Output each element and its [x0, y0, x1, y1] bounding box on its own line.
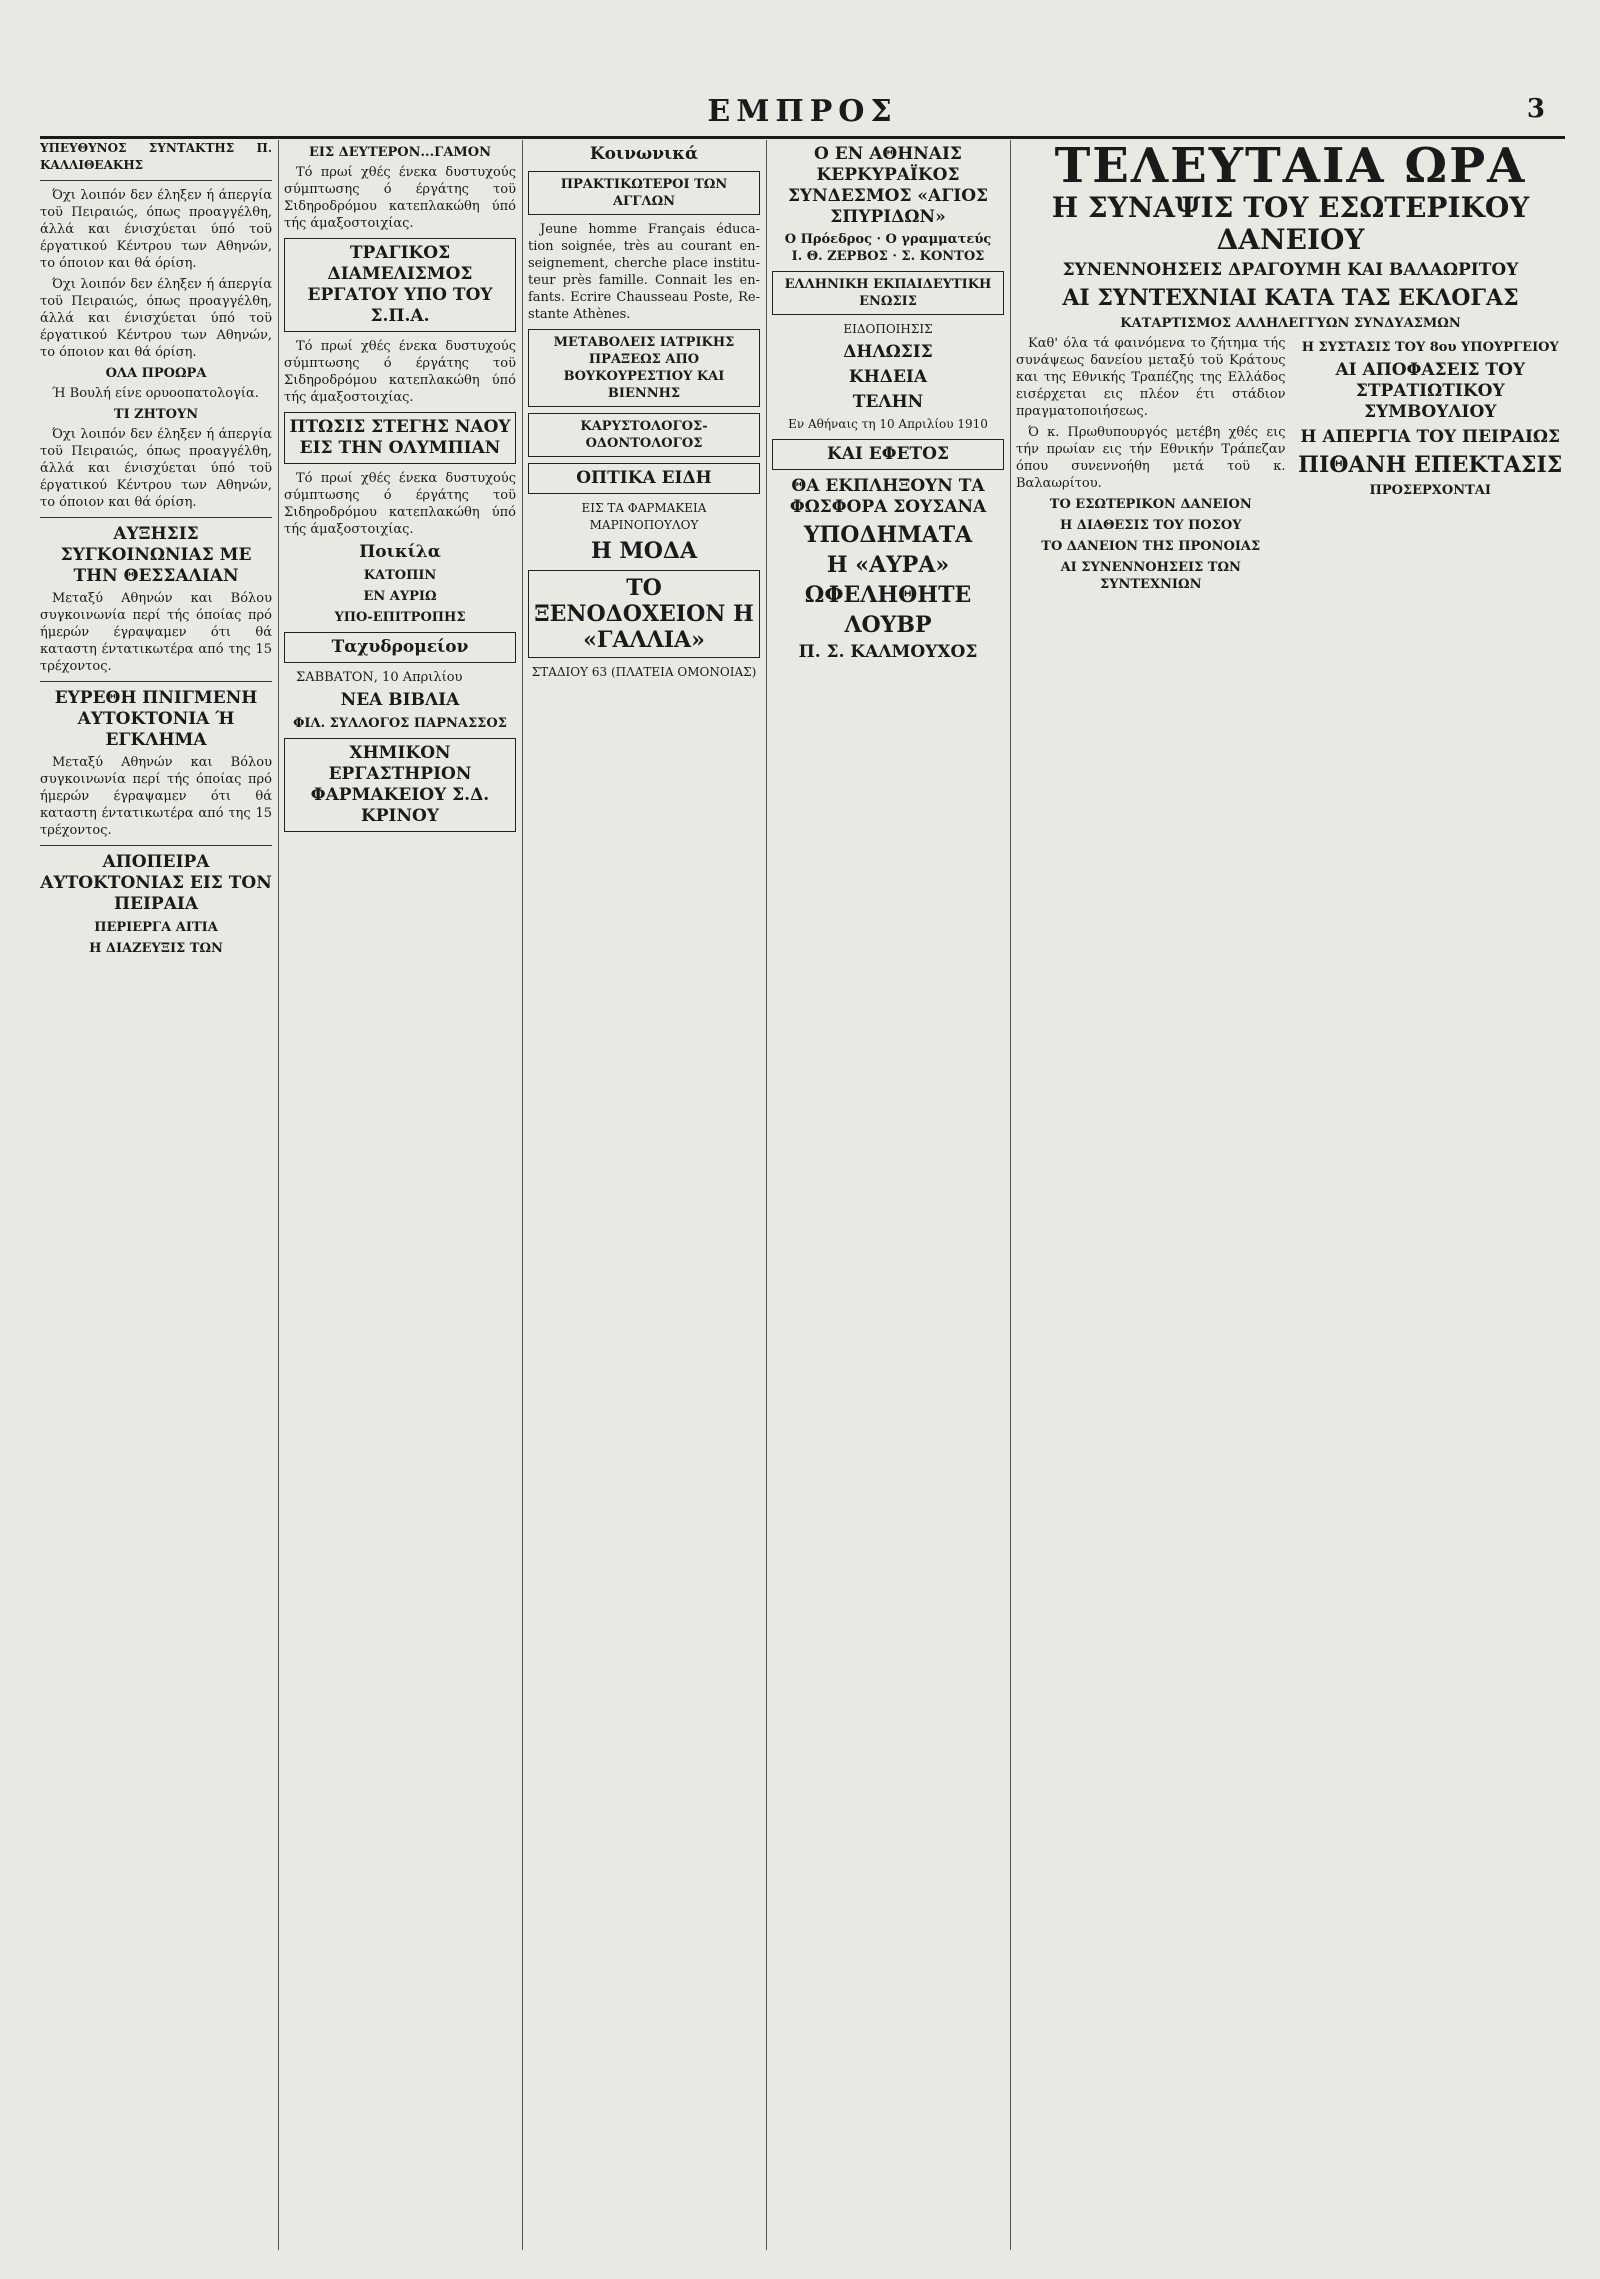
- article-headline: ΑΠΟΠΕΙΡΑ ΑΥΤΟΚΤΟΝΙΑΣ ΕΙΣ ΤΟΝ ΠΕΙΡΑΙΑ: [40, 852, 272, 914]
- section-heading: ΕΛΛΗΝΙΚΗ ΕΚΠΑΙΔΕΥΤΙΚΗ ΕΝΩΣΙΣ: [772, 271, 1004, 315]
- section-heading: Κοινωνικά: [589, 144, 699, 164]
- advertisement-heading: ΟΠΤΙΚΑ ΕΙΔΗ: [528, 463, 760, 494]
- section-heading: ΑΙ ΣΥΝΕΝΝΟΗΣΕΙΣ ΤΩΝ ΣΥΝΤΕΧΝΙΩΝ: [1060, 560, 1241, 592]
- section-heading: Η ΔΙΑΖΕΥΞΙΣ ΤΩΝ: [89, 941, 223, 956]
- advertisement-heading: ΚΑΙ ΕΦΕΤΟΣ: [772, 439, 1004, 470]
- lead-story-body: [1016, 335, 1565, 596]
- article-headline: ΠΙΘΑΝΗ ΕΠΕΚΤΑΣΙΣ: [1298, 452, 1563, 478]
- column-separator: [278, 140, 279, 2250]
- article-paragraph: Όχι λοιπόν δεν έληξεν ή άπεργία τοϋ Πειραιώς, όπως προαγγέλθη, άλλά και ένισχύεται ύπό τοϋ έργατικού Κέντρου των Αθηνών, το όποιον και θά όρίση.: [40, 277, 272, 360]
- article-paragraph: Μεταξύ Αθηνών και Βόλου συγκοινωνία περί τής όποίας πρό ήμερών έγραψαμεν ότι θά καταστη έντατικωτέρα από της 15 τρέχοντος.: [40, 755, 272, 838]
- newspaper-title: ΕΜΠΡΟΣ: [707, 94, 898, 129]
- advertisement-heading: ΤΟ ΞΕΝΟΔΟΧΕΙΟΝ Η «ΓΑΛΛΙΑ»: [528, 570, 760, 658]
- advertisement-heading: ΛΟΥΒΡ: [844, 612, 932, 638]
- advertisement-heading: Π. Σ. ΚΑΛΜΟΥΧΟΣ: [798, 642, 978, 662]
- section-heading: ΔΗΛΩΣΙΣ: [843, 342, 933, 362]
- lead-subheading: ΣΥΝΕΝΝΟΗΣΕΙΣ ΔΡΑΓΟΥΜΗ ΚΑΙ ΒΑΛΑΩΡΙΤΟΥ: [1062, 260, 1519, 280]
- section-heading: ΠΕΡΙΕΡΓΑ ΑΙΤΙΑ: [94, 920, 218, 935]
- divider: [40, 180, 272, 181]
- article-headline: ΠΤΩΣΙΣ ΣΤΕΓΗΣ ΝΑΟΥ ΕΙΣ ΤΗΝ ΟΛΥΜΠΙΑΝ: [284, 412, 516, 464]
- article-paragraph: Τό πρωί χθές ένεκα δυστυχούς σύμπτωσης ό έργάτης τοϋ Σιδηροδρόμου κατεπλακώθη ύπό τής άμαξοστοιχίας.: [284, 339, 516, 405]
- section-heading: ΚΗΔΕΙΑ: [848, 367, 928, 387]
- advertisement-heading: ΥΠΟΔΗΜΑΤΑ: [803, 522, 973, 548]
- editor-byline: ΥΠΕΥΘΥΝΟΣ ΣΥΝΤΑΚΤΗΣ Π. ΚΑΛΛΙΘΕΑΚΗΣ: [40, 141, 272, 172]
- article-paragraph: Καθ' όλα τά φαινόμενα το ζήτημα τής συνάψεως δανείου μεταξύ τοϋ Κράτους και της Εθνικής Τραπέζης της Ελλάδος εισέρχεται εις πλέον έτι στάδιον πραγματοποιήσεως.: [1016, 336, 1286, 419]
- advertisement-heading: ΧΗΜΙΚΟΝ ΕΡΓΑΣΤΗΡΙΟΝ ΦΑΡΜΑΚΕΙΟΥ Σ.Δ. ΚΡΙΝΟΥ: [284, 738, 516, 832]
- section-heading: ΚΑΤΟΠΙΝ: [363, 568, 437, 583]
- divider: [40, 845, 272, 846]
- advertisement-heading: ΘΑ ΕΚΠΛΗΞΟΥΝ ΤΑ ΦΩΣΦΟΡΑ ΣΟΥΣΑΝΑ: [789, 476, 987, 517]
- column-1: [40, 140, 272, 2250]
- article-headline: ΑΙ ΑΠΟΦΑΣΕΙΣ ΤΟΥ ΣΤΡΑΤΙΩΤΙΚΟΥ ΣΥΜΒΟΥΛΙΟΥ: [1335, 360, 1526, 422]
- column-5-lead-story: [1016, 140, 1565, 2250]
- article-paragraph: Ή Βουλή είνε ορυοοπατολογία.: [52, 386, 259, 401]
- section-heading: ΟΛΑ ΠΡΟΩΡΑ: [105, 366, 207, 381]
- section-heading: ΥΠΟ-ΕΠΙΤΡΟΠΗΣ: [334, 610, 466, 625]
- section-heading: ΕΙΣ ΔΕΥΤΕΡΟΝ...ΓΑΜΟΝ: [308, 145, 492, 160]
- signature-titles: Ο Πρόεδρος · Ο γραμματεύς: [784, 232, 992, 247]
- article-headline: ΕΥΡΕΘΗ ΠΝΙΓΜΕΝΗ ΑΥΤΟΚΤΟΝΙΑ Ή ΕΓΚΛΗΜΑ: [54, 688, 258, 750]
- signature-names: Ι. Θ. ΖΕΡΒΟΣ · Σ. ΚΟΝΤΟΣ: [791, 249, 985, 264]
- column-separator: [522, 140, 523, 2250]
- column-separator: [766, 140, 767, 2250]
- column-2: [284, 140, 516, 2250]
- section-heading: ΤΟ ΕΣΩΤΕΡΙΚΟΝ ΔΑΝΕΙΟΝ: [1049, 497, 1252, 512]
- article-paragraph: Τό πρωί χθές ένεκα δυστυχούς σύμπτωσης ό έργάτης τοϋ Σιδηροδρόμου κατεπλακώθη ύπό τής άμαξοστοιχίας.: [284, 165, 516, 231]
- notice-date: Εν Αθήναις τη 10 Απριλίου 1910: [788, 417, 988, 431]
- article-paragraph: Όχι λοιπόν δεν έληξεν ή άπεργία τοϋ Πειραιώς, όπως προαγγέλθη, άλλά και ένισχύεται ύπό τοϋ έργατικού Κέντρου των Αθηνών, το όποιον και θά όρίση.: [40, 427, 272, 510]
- section-subheading: ΕΙΔΟΠΟΙΗΣΙΣ: [843, 322, 933, 336]
- section-heading: Ποικίλα: [359, 542, 441, 562]
- advertisement-heading: Η «ΑΥΡΑ»: [826, 552, 950, 578]
- column-3: [528, 140, 760, 2250]
- section-heading: ΤΙ ΖΗΤΟΥΝ: [113, 407, 199, 422]
- section-heading: Ταχυδρομείον: [284, 632, 516, 663]
- lead-subheading: ΚΑΤΑΡΤΙΣΜΟΣ ΑΛΛΗΛΕΓΓΥΩΝ ΣΥΝΔΥΑΣΜΩΝ: [1120, 316, 1461, 331]
- section-heading: ΠΡΟΣΕΡΧΟΝΤΑΙ: [1369, 483, 1491, 498]
- article-headline: ΤΡΑΓΙΚΟΣ ΔΙΑΜΕΛΙΣΜΟΣ ΕΡΓΑΤΟΥ ΥΠΟ ΤΟΥ Σ.Π.Α.: [284, 238, 516, 332]
- deceased-name: ΤΕΛΗΝ: [852, 392, 924, 412]
- masthead-rule: [40, 136, 1565, 139]
- hotel-address: ΣΤΑΔΙΟΥ 63 (ΠΛΑΤΕΙΑ ΟΜΟΝΟΙΑΣ): [531, 665, 757, 679]
- advertisement-note: ΕΙΣ ΤΑ ΦΑΡΜΑΚΕΙΑ ΜΑΡΙΝΟΠΟΥΛΟΥ: [581, 501, 707, 532]
- lead-story-right: [1296, 335, 1566, 596]
- article-paragraph: Τό πρωί χθές ένεκα δυστυχούς σύμπτωσης ό έργάτης τοϋ Σιδηροδρόμου κατεπλακώθη ύπό τής άμαξοστοιχίας.: [284, 471, 516, 537]
- lead-headline: Η ΣΥΝΑΨΙΣ ΤΟΥ ΕΣΩΤΕΡΙΚΟΥ ΔΑΝΕΙΟΥ: [1051, 191, 1530, 256]
- article-headline: Η ΑΠΕΡΓΙΑ ΤΟΥ ΠΕΙΡΑΙΩΣ: [1300, 427, 1561, 447]
- advertisement-heading: ΩΦΕΛΗΘΗΤΕ: [804, 582, 972, 608]
- column-separator: [1010, 140, 1011, 2250]
- classified-ad: Jeune homme Français éducation soignée, très au courant enseignement, cherche place instituteur près famille. Connait les enfants. Ecrire Chausseau Poste, Restante Athènes.: [528, 222, 760, 322]
- masthead: [40, 92, 1565, 136]
- divider: [40, 517, 272, 518]
- lead-story-left: [1016, 335, 1286, 596]
- article-paragraph: ΣΑΒΒΑΤΟΝ, 10 Απριλίου: [296, 670, 463, 685]
- column-4: [772, 140, 1004, 2250]
- divider: [40, 681, 272, 682]
- article-paragraph: Όχι λοιπόν δεν έληξεν ή άπεργία τοϋ Πειραιώς, όπως προαγγέλθη, άλλά και ένισχύεται ύπό τοϋ έργατικού Κέντρου των Αθηνών, το όποιον και θά όρίση.: [40, 188, 272, 271]
- lead-subheading: ΑΙ ΣΥΝΤΕΧΝΙΑΙ ΚΑΤΑ ΤΑΣ ΕΚΛΟΓΑΣ: [1062, 285, 1519, 311]
- advertisement-heading: ΜΕΤΑΒΟΛΕΙΣ ΙΑΤΡΙΚΗΣ ΠΡΑΞΕΩΣ ΑΠΟ ΒΟΥΚΟΥΡΕΣΤΙΟΥ ΚΑΙ ΒΙΕΝΝΗΣ: [528, 329, 760, 407]
- page-number: 3: [1526, 94, 1545, 124]
- section-heading: ΤΟ ΔΑΝΕΙΟΝ ΤΗΣ ΠΡΟΝΟΙΑΣ: [1041, 539, 1261, 554]
- lead-banner: ΤΕΛΕΥΤΑΙΑ ΩΡΑ: [1054, 140, 1527, 194]
- article-paragraph: Μεταξύ Αθηνών και Βόλου συγκοινωνία περί τής όποίας πρό ήμερών έγραψαμεν ότι θά καταστη έντατικωτέρα από της 15 τρέχοντος.: [40, 591, 272, 674]
- section-heading: ΠΡΑΚΤΙΚΩΤΕΡΟΙ ΤΩΝ ΑΓΓΛΩΝ: [528, 171, 760, 215]
- advertisement-heading: ΚΑΡΥΣΤΟΛΟΓΟΣ-ΟΔΟΝΤΟΛΟΓΟΣ: [528, 413, 760, 457]
- section-heading: ΝΕΑ ΒΙΒΛΙΑ: [340, 690, 460, 710]
- article-headline: Ο ΕΝ ΑΘΗΝΑΙΣ ΚΕΡΚΥΡΑΪΚΟΣ ΣΥΝΔΕΣΜΟΣ «ΑΓΙΟΣ ΣΠΥΡΙΔΩΝ»: [787, 144, 989, 227]
- advertisement-heading: Η ΜΟΔΑ: [590, 538, 698, 564]
- section-heading: ΕΝ ΑΥΡΙΩ: [363, 589, 437, 604]
- article-headline: ΑΥΞΗΣΙΣ ΣΥΓΚΟΙΝΩΝΙΑΣ ΜΕ ΤΗΝ ΘΕΣΣΑΛΙΑΝ: [60, 524, 252, 586]
- section-heading: Η ΣΥΣΤΑΣΙΣ ΤΟΥ 8ου ΥΠΟΥΡΓΕΙΟΥ: [1301, 340, 1559, 355]
- section-heading: ΦΙΛ. ΣΥΛΛΟΓΟΣ ΠΑΡΝΑΣΣΟΣ: [293, 716, 507, 731]
- section-heading: Η ΔΙΑΘΕΣΙΣ ΤΟΥ ΠΟΣΟΥ: [1060, 518, 1242, 533]
- article-paragraph: Ό κ. Πρωθυπουργός μετέβη χθές εις τήν πρωίαν εις τήν Εθνικήν Τράπεζαν όπου συνεννοήθη μετά τοϋ κ. Βαλαωρίτου.: [1016, 425, 1286, 491]
